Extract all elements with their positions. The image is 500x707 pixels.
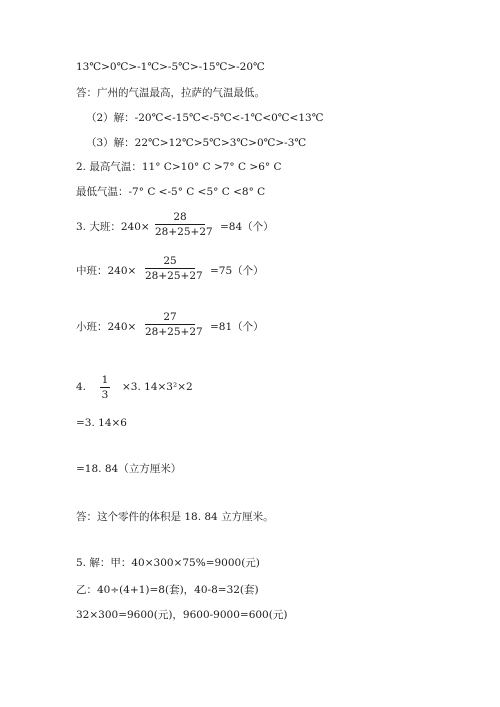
volume-step-2: =18. 84（立方厘米） [76, 463, 182, 475]
q5-line-3: 32×300=9600(元)，9600-9000=600(元) [76, 609, 288, 621]
small-class-fraction [145, 311, 203, 338]
fraction-bar [145, 268, 195, 269]
fraction-denominator: 28+25+27 [145, 326, 203, 338]
big-class-prefix: 3. 大班：240× [76, 221, 150, 233]
fraction-numerator: 25 [163, 255, 177, 267]
fraction-numerator: 27 [163, 311, 177, 323]
middle-class-fraction [145, 255, 203, 282]
solution-part-2: （2）解：-20℃<-15℃<-5℃<-1℃<0℃<13℃ [86, 112, 324, 124]
solution-part-3: （3）解：22℃>12℃>5℃>3℃>0℃>-3℃ [86, 137, 307, 149]
fraction-denominator: 28+25+27 [145, 270, 203, 282]
fraction-numerator: 1 [101, 374, 109, 386]
q5-line-2: 乙：40÷(4+1)=8(套)，40-8=32(套) [76, 584, 259, 596]
highest-temperature-line: 2. 最高气温：11° C>10° C >7° C >6° C [76, 161, 282, 173]
fraction-denominator: 28+25+27 [155, 226, 213, 238]
q5-line-1: 5. 解：甲：40×300×75%=9000(元) [76, 557, 260, 569]
one-third-fraction [100, 374, 110, 401]
big-class-fraction [155, 211, 213, 238]
volume-answer: 答：这个零件的体积是 18. 84 立方厘米。 [76, 511, 274, 523]
big-class-result: =84（个） [220, 221, 274, 233]
volume-step-1: =3. 14×6 [76, 417, 127, 429]
fraction-denominator: 3 [101, 389, 109, 401]
middle-class-prefix: 中班：240× [76, 265, 137, 277]
volume-expression: ×3. 14×3²×2 [122, 381, 193, 393]
middle-class-result: =75（个） [210, 265, 264, 277]
small-class-prefix: 小班：240× [76, 321, 137, 333]
fraction-bar [155, 224, 205, 225]
small-class-result: =81（个） [210, 321, 264, 333]
question-4-label: 4. [76, 381, 87, 393]
temperature-order-1: 13℃>0℃>-1℃>-5℃>-15℃>-20℃ [76, 61, 265, 73]
lowest-temperature-line: 最低气温：-7° C <-5° C <5° C <8° C [76, 186, 266, 198]
fraction-bar [145, 324, 195, 325]
fraction-bar [100, 387, 110, 388]
answer-highest-lowest: 答：广州的气温最高，拉萨的气温最低。 [76, 87, 265, 99]
fraction-numerator: 28 [173, 211, 187, 223]
